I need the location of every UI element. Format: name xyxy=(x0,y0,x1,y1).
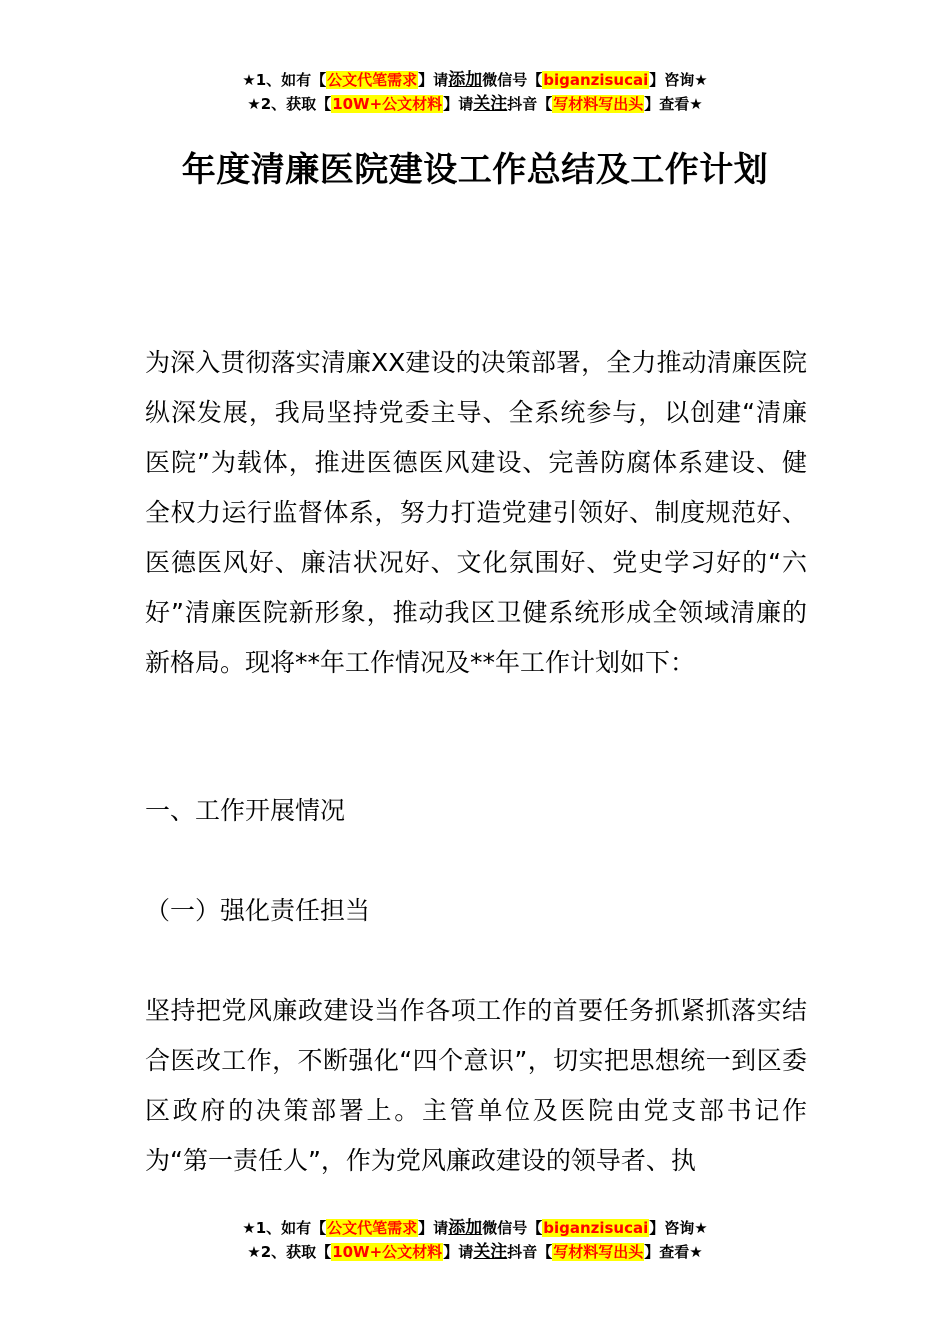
body-paragraph xyxy=(145,986,807,1186)
section-heading-text: 一、工作开展情况 xyxy=(145,796,346,825)
banner-line-1: ★1、如有【公文代笔需求】请添加微信号【biganzisucai】咨询★ xyxy=(242,70,708,90)
body-paragraph-text: 坚持把党风廉政建设当作各项工作的首要任务抓紧抓落实结合医改工作，不断强化“四个意识”，切实把思想统一到区委区政府的决策部署上。主管单位及医院由党支部书记作为“第一责任人”，作为党风廉政建设的领导者、执 xyxy=(145,996,807,1175)
footer-banner-line-2: ★2、获取【10W+公文材料】请关注抖音【写材料写出头】查看★ xyxy=(247,1242,703,1262)
header-banner xyxy=(0,68,950,116)
footer-banner xyxy=(0,1216,950,1264)
intro-text: 为深入贯彻落实清廉XX建设的决策部署，全力推动清廉医院纵深发展，我局坚持党委主导、全系统参与，以创建“清廉医院”为载体，推进医德医风建设、完善防腐体系建设、健全权力运行监督体系，努力打造党建引领好、制度规范好、医德医风好、廉洁状况好、文化氛围好、党史学习好的“六好”清廉医院新形象，推动我区卫健系统形成全领域清廉的新格局。现将**年工作情况及**年工作计划如下： xyxy=(145,348,807,677)
footer-banner-line-1: ★1、如有【公文代笔需求】请添加微信号【biganzisucai】咨询★ xyxy=(242,1218,708,1238)
subsection-heading-text: （一）强化责任担当 xyxy=(145,896,371,925)
highlight-materials: 10W+公文材料 xyxy=(332,95,443,113)
footer-highlight-service: 公文代笔需求 xyxy=(327,1219,418,1237)
subsection-heading xyxy=(145,886,807,936)
section-heading xyxy=(145,786,807,836)
footer-highlight-douyin: 写材料写出头 xyxy=(553,1243,644,1261)
intro-paragraph xyxy=(145,338,807,688)
highlight-douyin: 写材料写出头 xyxy=(553,95,644,113)
footer-highlight-materials: 10W+公文材料 xyxy=(332,1243,443,1261)
highlight-service: 公文代笔需求 xyxy=(327,71,418,89)
footer-highlight-wechat-id: biganzisucai xyxy=(543,1219,649,1237)
banner-line-2: ★2、获取【10W+公文材料】请关注抖音【写材料写出头】查看★ xyxy=(247,94,703,114)
document-title: 年度清廉医院建设工作总结及工作计划 xyxy=(181,150,769,190)
highlight-wechat-id: biganzisucai xyxy=(543,71,649,89)
